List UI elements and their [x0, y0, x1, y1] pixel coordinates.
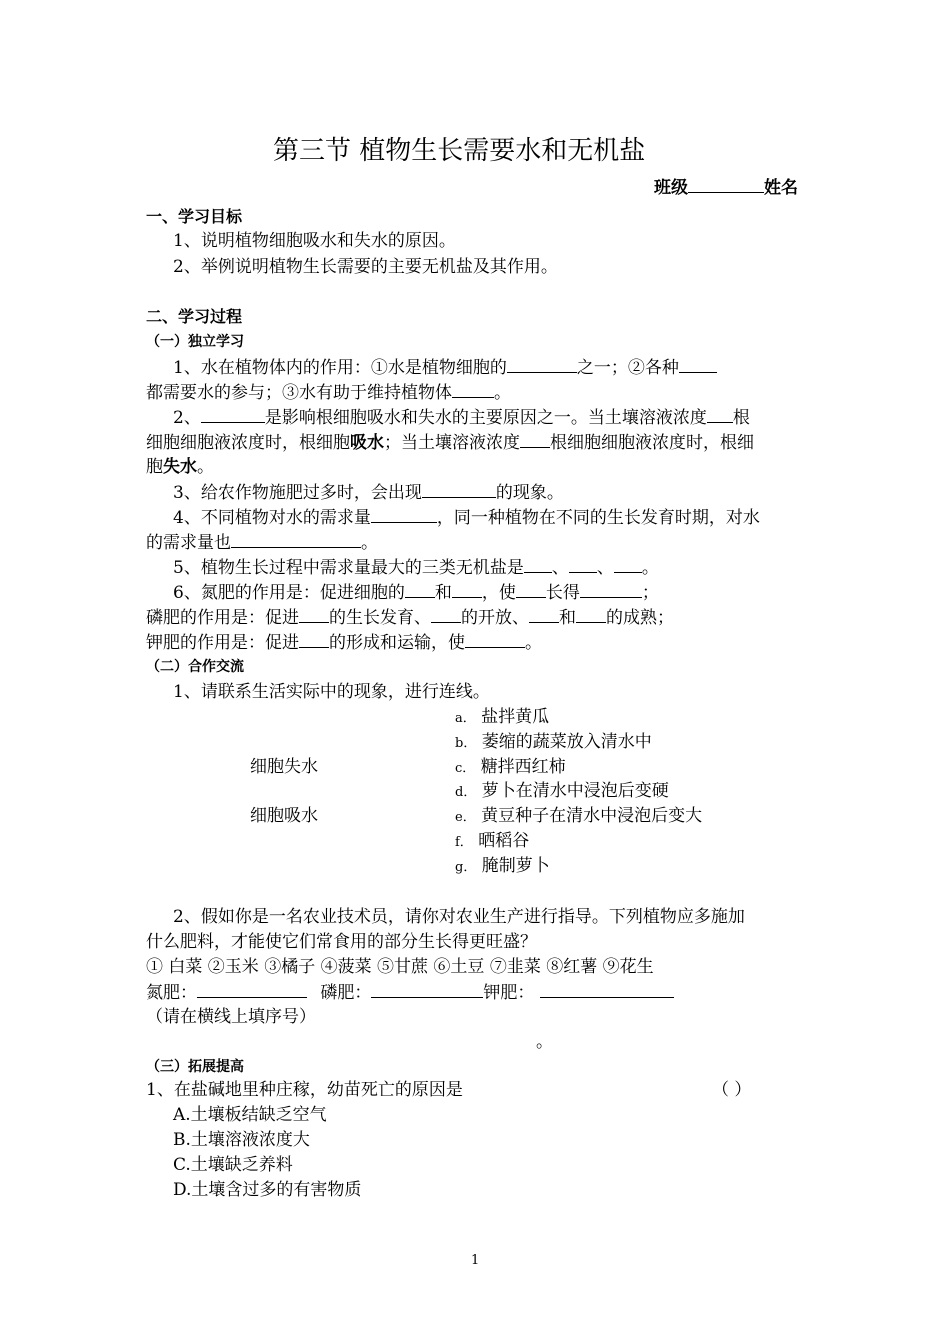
p-text-3: 的开放、 — [461, 608, 529, 628]
q5-blank-3[interactable] — [614, 555, 642, 573]
q6-blank-4[interactable] — [580, 580, 642, 598]
phosphorus-line — [146, 605, 674, 630]
k-text-2: 的形成和运输，使 — [329, 633, 465, 653]
nitrogen-label: 氮肥： — [146, 983, 197, 1003]
option-e[interactable] — [455, 804, 702, 830]
q1-text-c: 都需要水的参与；③水有助于维持植物体 — [146, 383, 452, 403]
subsection-independent: （一）独立学习 — [146, 334, 244, 350]
q6-nitrogen-line — [173, 580, 659, 605]
option-letter: b． — [455, 736, 477, 751]
q1-line-2 — [146, 380, 511, 405]
option-d[interactable] — [455, 779, 669, 805]
p-blank-4[interactable] — [576, 605, 606, 623]
class-name-line — [654, 175, 798, 200]
option-text: 盐拌黄瓜 — [481, 707, 550, 727]
q3-text-b: 的现象。 — [495, 483, 564, 503]
q4-text-d: 。 — [361, 533, 378, 553]
option-b[interactable] — [455, 730, 652, 756]
match-left-lose[interactable]: 细胞失水 — [250, 757, 318, 777]
goal-item-2: 2、举例说明植物生长需要的主要无机盐及其作用。 — [173, 257, 558, 277]
q4-text-b: ，同一种植物在不同的生长发育时期，对水 — [436, 508, 760, 528]
q4-line-2 — [146, 530, 378, 555]
c2-line-1: 2、假如你是一名农业技术员，请你对农业生产进行指导。下列植物应多施加 — [173, 907, 745, 927]
q2-blank-2[interactable] — [707, 405, 733, 423]
match-left-absorb[interactable]: 细胞吸水 — [250, 806, 318, 826]
option-letter: e． — [455, 810, 476, 825]
q6-text-a: 6、氮肥的作用是：促进细胞的 — [173, 583, 405, 603]
q6-text-c: ，使 — [481, 583, 516, 603]
q2-line-2 — [146, 430, 754, 455]
option-text: 黄豆种子在清水中浸泡后变大 — [481, 806, 703, 826]
q4-line-1 — [173, 505, 760, 530]
nitrogen-blank[interactable] — [197, 980, 307, 998]
q2-line-1 — [173, 405, 750, 430]
option-text: 萎缩的蔬菜放入清水中 — [481, 732, 652, 752]
k-blank-1[interactable] — [299, 630, 329, 648]
q2-bold-lose: 失水 — [163, 457, 197, 477]
option-letter: c． — [455, 761, 476, 776]
k-blank-2[interactable] — [465, 630, 525, 648]
p-blank-2[interactable] — [431, 605, 461, 623]
q5-sep-1: 、 — [551, 558, 569, 578]
subsection-extension: （三）拓展提高 — [146, 1059, 244, 1075]
q5-blank-2[interactable] — [569, 555, 597, 573]
option-text: 萝卜在清水中浸泡后变硬 — [481, 781, 669, 801]
q4-text-c: 的需求量也 — [146, 533, 231, 553]
q6-blank-1[interactable] — [405, 580, 435, 598]
option-g[interactable] — [455, 854, 550, 880]
p-blank-1[interactable] — [299, 605, 329, 623]
q4-blank-2[interactable] — [231, 530, 361, 548]
section-1-heading: 一、学习目标 — [146, 207, 243, 226]
e1-question: 1、在盐碱地里种庄稼，幼苗死亡的原因是 — [146, 1080, 463, 1100]
potassium-line — [146, 630, 542, 655]
q6-text-b: 和 — [434, 583, 452, 603]
q2-bold-absorb: 吸水 — [350, 433, 384, 453]
q2-text-h: 胞 — [146, 457, 163, 477]
fill-note: （请在横线上填序号） — [146, 1007, 316, 1027]
phosphorus-label: 磷肥： — [320, 983, 372, 1003]
option-c[interactable] — [455, 755, 566, 781]
potassium-blank[interactable] — [540, 980, 674, 998]
q6-blank-3[interactable] — [516, 580, 546, 598]
q6-blank-2[interactable] — [452, 580, 482, 598]
q1-line-1 — [173, 355, 717, 380]
p-blank-3[interactable] — [529, 605, 559, 623]
k-text-1: 钾肥的作用是：促进 — [146, 633, 299, 653]
phosphorus-blank[interactable] — [371, 980, 483, 998]
c1-prompt: 1、请联系生活实际中的现象，进行连线。 — [173, 682, 490, 702]
option-text: 晒稻谷 — [478, 831, 530, 851]
potassium-label: 钾肥： — [483, 983, 535, 1003]
q5-sep-2: 、 — [596, 558, 614, 578]
k-text-3: 。 — [525, 633, 542, 653]
option-text: 糖拌西红柿 — [480, 757, 566, 777]
q2-text-b: 是影响根细胞吸水和失水的主要原因之一。当土壤溶液浓度 — [264, 408, 707, 428]
page-number: 1 — [471, 1253, 480, 1268]
q2-text-f: ；当土壤溶液浓度 — [384, 433, 520, 453]
option-letter: a． — [455, 711, 476, 726]
q1-text-d: 。 — [494, 383, 511, 403]
q4-blank-1[interactable] — [371, 505, 437, 523]
class-blank[interactable] — [688, 175, 764, 193]
answer-paren[interactable]: （ ） — [712, 1080, 752, 1100]
class-label: 班级 — [654, 178, 688, 198]
choice-d[interactable]: D.土壤含过多的有害物质 — [173, 1180, 362, 1200]
q1-blank-1[interactable] — [507, 355, 577, 373]
p-text-5: 的成熟； — [606, 608, 674, 628]
p-text-2: 的生长发育、 — [329, 608, 431, 628]
option-letter: g． — [455, 860, 477, 875]
q5-line — [173, 555, 659, 580]
q6-text-e: ； — [641, 583, 659, 603]
q5-text-b: 。 — [641, 558, 659, 578]
option-f[interactable] — [455, 829, 529, 855]
option-a[interactable] — [455, 705, 549, 731]
c2-line-2: 什么肥料，才能使它们常食用的部分生长得更旺盛？ — [146, 932, 537, 952]
choice-b[interactable]: B.土壤溶液浓度大 — [173, 1130, 310, 1150]
section-2-heading: 二、学习过程 — [146, 307, 243, 326]
q2-line-3 — [146, 455, 214, 479]
q5-blank-1[interactable] — [524, 555, 552, 573]
q2-text-a: 2、 — [173, 408, 201, 428]
p-text-1: 磷肥的作用是：促进 — [146, 608, 299, 628]
option-text: 腌制萝卜 — [481, 856, 550, 876]
stray-period: 。 — [536, 1032, 553, 1052]
q1-blank-3[interactable] — [452, 380, 494, 398]
p-text-4: 和 — [559, 608, 576, 628]
q1-text-b: 之一；②各种 — [576, 358, 679, 378]
plant-list: ① 白菜 ②玉米 ③橘子 ④菠菜 ⑤甘蔗 ⑥土豆 ⑦韭菜 ⑧红薯 ⑨花生 — [146, 957, 654, 977]
page-title: 第三节 植物生长需要水和无机盐 — [273, 136, 646, 166]
subsection-cooperate: （二）合作交流 — [146, 659, 244, 675]
choice-a[interactable]: A.土壤板结缺乏空气 — [173, 1105, 327, 1125]
q1-blank-2[interactable] — [679, 355, 717, 373]
q2-blank-3[interactable] — [520, 430, 550, 448]
name-label: 姓名 — [764, 178, 798, 198]
q3-line — [173, 480, 564, 505]
fertilizer-fill-line — [146, 980, 674, 1005]
q2-blank-1[interactable] — [201, 405, 265, 423]
q2-text-d: 细胞细胞液浓度时，根细胞 — [146, 433, 350, 453]
q2-text-c: 根 — [732, 408, 750, 428]
q4-text-a: 4、不同植物对水的需求量 — [173, 508, 371, 528]
q3-blank[interactable] — [422, 480, 496, 498]
q3-text-a: 3、给农作物施肥过多时，会出现 — [173, 483, 422, 503]
q2-text-j: 。 — [197, 457, 214, 477]
goal-item-1: 1、说明植物细胞吸水和失水的原因。 — [173, 231, 456, 251]
q6-text-d: 长得 — [545, 583, 580, 603]
option-letter: f． — [455, 835, 473, 850]
q2-text-g: 根细胞细胞液浓度时，根细 — [550, 433, 754, 453]
q5-text-a: 5、植物生长过程中需求量最大的三类无机盐是 — [173, 558, 524, 578]
option-letter: d． — [455, 785, 477, 800]
choice-c[interactable]: C.土壤缺乏养料 — [173, 1155, 293, 1175]
q1-text-a: 1、水在植物体内的作用：①水是植物细胞的 — [173, 358, 507, 378]
